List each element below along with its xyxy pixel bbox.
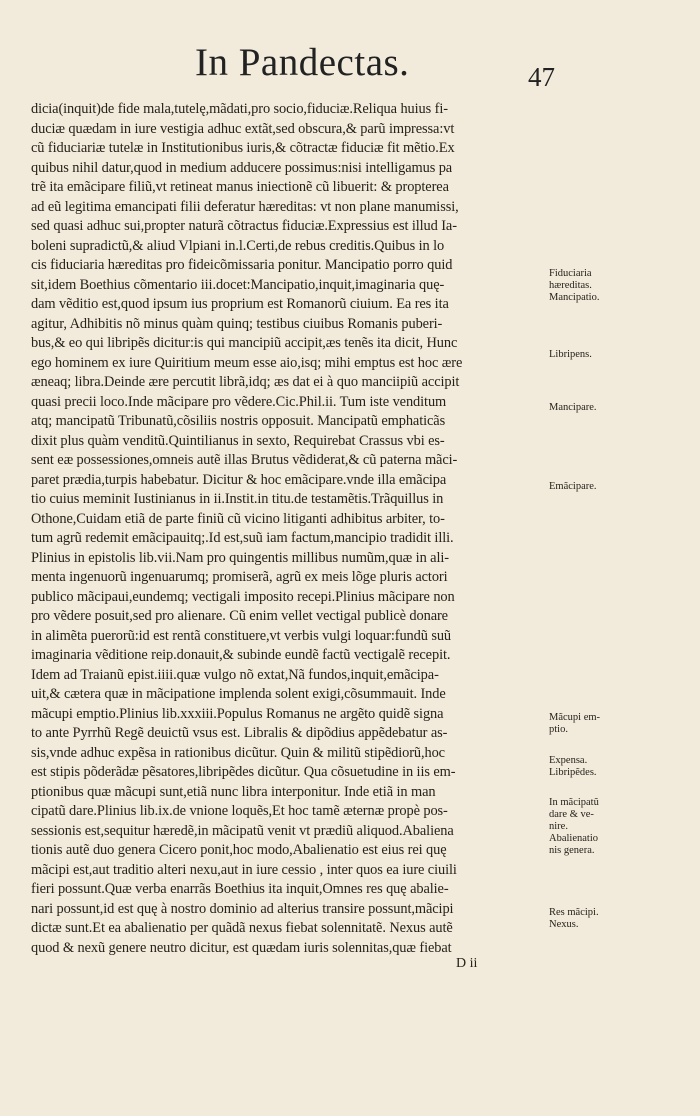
text-line: mãcupi emptio.Plinius lib.xxxiii.Populus Romanus ne argẽto quidẽ signa xyxy=(31,705,444,722)
text-line: duciæ quædam in iure vestigia adhuc extãt,sed obscura,& parũ impressa:vt xyxy=(31,120,455,137)
text-line: Othone,Cuidam etiã de parte finiũ cũ vicino litiganti adhibitus arbiter, to- xyxy=(31,510,445,527)
text-line: ptionibus quæ mãcupi sunt,etiã nunc libra interponitur. Inde etiã in man xyxy=(31,783,436,800)
text-line: agitur, Adhibitis nõ minus quàm quinq; testibus ciuibus Romanis puberi- xyxy=(31,315,443,332)
text-line: mãcipi est,aut traditio alteri nexu,aut in iure cessio , inter quos ea iure ciuili xyxy=(31,861,457,878)
text-line: boleni supradictũ,& aliud Vlpiani in.l.Certi,de rebus creditis.Quibus in lo xyxy=(31,237,445,254)
text-line: sent eæ possessiones,omneis autẽ illas Brutus vẽdiderat,& cũ paterna mãci- xyxy=(31,452,458,468)
text-line: quod & nexũ genere neutro dicitur, est quædam iuris solennitas,quæ fiebat xyxy=(31,939,452,956)
marginal-note-in-mancipatum: In mãcipatũ dare & ve- nire. Abalienatio nis genera. xyxy=(549,797,599,856)
marginal-note-mancupi-emptio: Mãcupi em- ptio. xyxy=(549,712,601,735)
text-line: dicia(inquit)de fide mala,tutelę,mãdati,pro socio,fiduciæ.Reliqua huius fi- xyxy=(31,101,448,117)
text-line: bus,& eo qui libripẽs dicitur:is qui mancipiũ accipit,æs tenẽs ita dicit, Hunc xyxy=(31,335,458,351)
text-line: nari possunt,id est quę à nostro dominio ad alterius transire possunt,mãcipi xyxy=(31,900,454,917)
page-number: 47 xyxy=(528,62,555,92)
text-line: pro vẽdere posuit,sed pro alienare. Cũ enim vellet vectigal publicè donare xyxy=(31,608,448,624)
text-line: dam vẽditio est,quod ipsum ius proprium est Romanorũ ciuium. Ea res ita xyxy=(31,296,449,312)
marginal-note-libripens: Libripens. xyxy=(549,349,592,360)
text-line: est stipis põderãdæ pẽsatores,libripẽdes dicũtur. Qua cõsuetudine in iis em- xyxy=(31,764,456,780)
text-line: sessionis est,sequitur hæredẽ,in mãcipatũ venit vt prædiũ aliquod.Abaliena xyxy=(31,822,454,839)
text-line: menta ingenuorũ ingenuarumq; promiserã, agrũ ex meis lõge pluris actori xyxy=(31,569,448,585)
text-line: cipatũ dare.Plinius lib.ix.de vnione loquẽs,Et hoc tamẽ æternæ propè pos- xyxy=(31,803,448,819)
text-line: atq; mancipatũ Tribunatũ,cõsiliis nostris opposuit. Mancipatũ emphaticãs xyxy=(31,413,446,429)
text-line: imaginaria vẽditione reip.donauit,& subinde eundẽ factũ vectigalẽ recepit. xyxy=(31,647,451,663)
marginal-note-emancipare: Emãcipare. xyxy=(549,481,597,492)
text-line: tum agrũ redemit emãcipauitq;.Id est,suũ iam factum,mancipio tradidit illi. xyxy=(31,530,454,546)
text-line: paret prædia,turpis habebatur. Dicitur & hoc emãcipare.vnde illa emãcipa xyxy=(31,471,447,488)
text-line: dictæ sunt.Et ea abalienatio per quãdã nexus fiebat solennitatẽ. Nexus autẽ xyxy=(31,920,453,936)
text-line: quasi precii loco.Inde mãcipare pro vẽdere.Cic.Phil.ii. Tum iste venditum xyxy=(31,393,447,410)
text-line: æneaq; libra.Deinde ære percutit librã,idq; æs dat ei à quo manciipiũ accipit xyxy=(31,374,460,390)
text-line: ad eũ legitima emancipati filii deferatur hæreditas: vt non plane manumissi, xyxy=(31,198,459,215)
text-line: sis,vnde adhuc expẽsa in rationibus dicũtur. Quin & militũ stipẽdiorũ,hoc xyxy=(31,744,445,761)
text-line: to ante Pyrrhũ Regẽ deuictũ vsus est. Libralis & dipõdius appẽdebatur as- xyxy=(31,725,448,741)
text-line: uit,& cætera quæ in mãcipatione implenda solent exigi,cõsummauit. Inde xyxy=(31,686,446,702)
text-line: dixit plus quàm venditũ.Quintilianus in sexto, Requirebat Crassus vbi es- xyxy=(31,432,445,449)
text-line: sit,idem Boethius cõmentario iii.docet:Mancipatio,inquit,imaginaria quę- xyxy=(31,276,445,293)
text-line: publico mãcipaui,eundemq; vectigali imposito recepi.Plinius mãcipare non xyxy=(31,588,455,605)
text-line: ego hominem ex iure Quiritium meum esse aio,isq; mihi emptus est hoc ære xyxy=(31,354,463,371)
text-line: sed quasi adhuc sui,propter naturã cõtractus fiduciæ.Expressius est illud Ia- xyxy=(31,218,457,234)
text-line: cũ fiduciariæ tutelæ in Institutionibus iuris,& cõtractæ fiduciæ fit mẽtio.Ex xyxy=(31,140,455,156)
marginal-note-fiduciaria: Fiduciaria hæreditas. Mancipatio. xyxy=(549,268,600,303)
text-line: Idem ad Traianũ epist.iiii.quæ vulgo nõ extat,Nã fundos,inquit,emãcipa- xyxy=(31,666,439,683)
body-text xyxy=(31,100,546,958)
text-line: quibus nihil datur,quod in medium adducere possimus:nisi intelligamus pa xyxy=(31,159,453,176)
text-line: cis fiduciaria hæreditas pro fideicõmissaria ponitur. Mancipatio porro quid xyxy=(31,257,453,273)
marginal-note-mancipare: Mancipare. xyxy=(549,402,597,413)
signature-mark: D ii xyxy=(456,956,478,971)
text-line: Plinius in epistolis lib.vii.Nam pro quingentis millibus numũm,quæ in ali- xyxy=(31,549,449,566)
text-line: fieri possunt.Quæ verba enarrãs Boethius ita inquit,Omnes res quę abalie- xyxy=(31,881,449,897)
text-line: tionis autẽ duo genera Cicero ponit,hoc modo,Abalienatio est eius rei quę xyxy=(31,842,447,858)
text-line: tio cuius meminit Iustinianus in ii.Instit.in titu.de testamẽtis.Trãquillus in xyxy=(31,491,444,507)
running-head-title: In Pandectas. xyxy=(195,41,410,84)
text-line: trẽ ita emãcipare filiũ,vt retineat manus iniectionẽ cũ libuerit: & propterea xyxy=(31,179,449,195)
marginal-note-res-mancipi: Res mãcipi. Nexus. xyxy=(549,907,599,930)
text-line: in alimẽta puerorũ:id est rentã constituere,vt verbis vulgi loquar:fundũ suũ xyxy=(31,627,452,644)
marginal-note-expensa: Expensa. Libripẽdes. xyxy=(549,755,597,778)
